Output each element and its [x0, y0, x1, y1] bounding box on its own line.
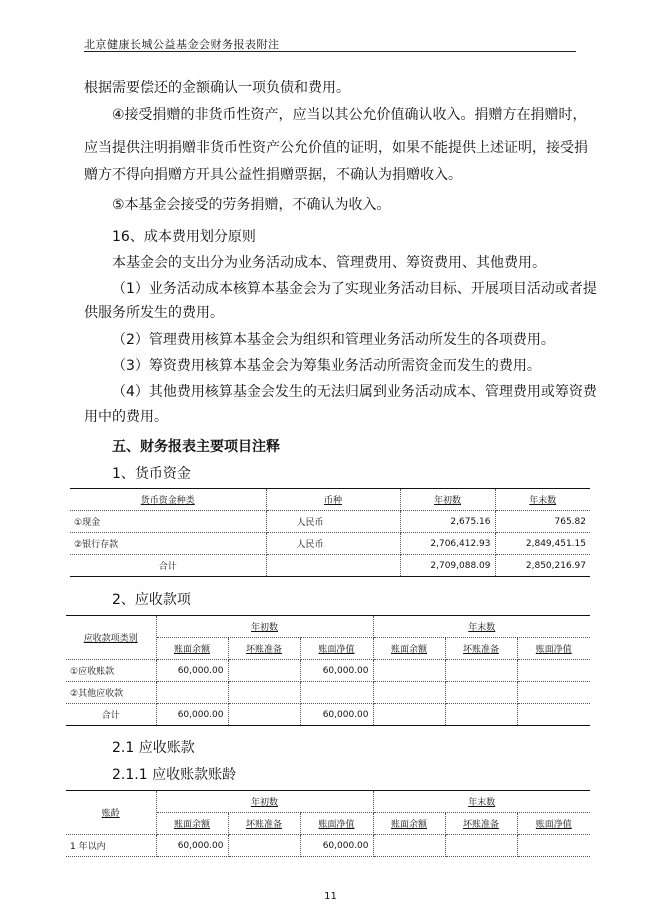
table-row	[66, 704, 590, 726]
table-row	[66, 660, 590, 682]
table-cell	[373, 682, 445, 704]
table-cell: ①现金	[70, 511, 266, 533]
paragraph-line: 本基金会的支出分为业务活动成本、管理费用、筹资费用、其他费用。	[112, 255, 546, 271]
table-cell: 60,000.00	[300, 704, 373, 726]
column-header: 账面余额	[373, 638, 445, 660]
cash-table	[70, 488, 590, 577]
table-cell	[445, 660, 517, 682]
page-header-title: 北京健康长城公益基金会财务报表附注	[84, 38, 280, 51]
paragraph-line: （3）筹资费用核算本基金会为筹集业务活动所需资金而发生的费用。	[112, 358, 541, 374]
table-cell	[266, 555, 400, 577]
paragraph-line: ⑤本基金会接受的劳务捐赠，不确认为收入。	[112, 197, 391, 213]
column-group-header: 年末数	[373, 791, 590, 813]
table-row	[70, 533, 590, 555]
table-cell	[373, 835, 445, 857]
table-row	[70, 555, 590, 577]
table-cell	[517, 704, 590, 726]
column-header: 账面余额	[156, 638, 228, 660]
table-cell: 60,000.00	[156, 660, 228, 682]
table-row	[66, 682, 590, 704]
column-header: 坏账准备	[445, 638, 517, 660]
column-header: 货币资金种类	[70, 489, 266, 511]
table-cell	[228, 835, 300, 857]
column-header: 坏账准备	[228, 813, 300, 835]
table-cell: 60,000.00	[300, 835, 373, 857]
table-cell: 60,000.00	[300, 660, 373, 682]
column-header: 币种	[266, 489, 400, 511]
table-cell: 合计	[66, 704, 156, 726]
table-cell: 2,850,216.97	[495, 555, 590, 577]
table-cell: 合计	[70, 555, 266, 577]
column-header: 账面余额	[373, 813, 445, 835]
column-header: 账面余额	[156, 813, 228, 835]
table-cell	[445, 682, 517, 704]
table-cell	[373, 660, 445, 682]
paragraph-line: （1）业务活动成本核算本基金会为了实现业务活动目标、开展项目活动或者提	[112, 281, 597, 297]
paragraph-line: 赠方不得向捐赠方开具公益性捐赠票据，不确认为捐赠收入。	[84, 167, 462, 183]
table-cell	[300, 682, 373, 704]
table-cell	[228, 682, 300, 704]
column-header: 账面净值	[300, 638, 373, 660]
section-subheading: 16、成本费用划分原则	[112, 229, 256, 245]
paragraph-line: 供服务所发生的费用。	[84, 305, 224, 321]
table-cell: ②银行存款	[70, 533, 266, 555]
table-cell: ①应收账款	[66, 660, 156, 682]
table-title: 2、应收款项	[112, 592, 191, 608]
column-header: 账面净值	[517, 638, 590, 660]
table-cell: 2,709,088.09	[400, 555, 495, 577]
column-header: 坏账准备	[228, 638, 300, 660]
table-row	[66, 835, 590, 857]
table-cell	[228, 704, 300, 726]
section-heading: 五、财务报表主要项目注释	[112, 439, 280, 455]
subsection-title: 2.1 应收账款	[112, 740, 195, 756]
table-cell: 人民币	[266, 511, 400, 533]
table-cell	[156, 682, 228, 704]
table-cell	[517, 682, 590, 704]
paragraph-line: ④接受捐赠的非货币性资产，应当以其公允价值确认收入。捐赠方在捐赠时，	[112, 107, 587, 123]
column-header: 账面净值	[300, 813, 373, 835]
table-cell: 765.82	[495, 511, 590, 533]
table-cell	[445, 704, 517, 726]
column-group-header: 年末数	[373, 616, 590, 638]
table-cell: 1 年以内	[66, 835, 156, 857]
header-divider	[84, 51, 576, 52]
paragraph-line: 应当提供注明捐赠非货币性资产公允价值的证明，如果不能提供上述证明，接受捐	[84, 140, 588, 156]
table-cell: 2,849,451.15	[495, 533, 590, 555]
table-title: 2.1.1 应收账款账龄	[112, 767, 237, 783]
column-header: 坏账准备	[445, 813, 517, 835]
table-cell: 60,000.00	[156, 835, 228, 857]
table-cell	[517, 835, 590, 857]
table-cell: 人民币	[266, 533, 400, 555]
receivables-table	[66, 615, 590, 726]
column-header: 账龄	[66, 791, 156, 835]
table-cell: ②其他应收款	[66, 682, 156, 704]
table-cell	[373, 704, 445, 726]
table-title: 1、货币资金	[112, 466, 191, 482]
paragraph-line: （4）其他费用核算基金会发生的无法归属到业务活动成本、管理费用或筹资费	[112, 384, 597, 400]
table-cell: 2,675.16	[400, 511, 495, 533]
aging-table	[66, 790, 590, 857]
column-header: 应收款项类别	[66, 616, 156, 660]
page-number: 11	[324, 891, 337, 902]
column-header: 年末数	[495, 489, 590, 511]
column-header: 账面净值	[517, 813, 590, 835]
paragraph-line: （2）管理费用核算本基金会为组织和管理业务活动所发生的各项费用。	[112, 332, 555, 348]
paragraph-line: 根据需要偿还的金额确认一项负债和费用。	[84, 80, 350, 96]
column-group-header: 年初数	[156, 616, 373, 638]
column-header: 年初数	[400, 489, 495, 511]
table-cell: 60,000.00	[156, 704, 228, 726]
column-group-header: 年初数	[156, 791, 373, 813]
paragraph-line: 用中的费用。	[84, 409, 168, 425]
table-cell	[445, 835, 517, 857]
table-cell	[517, 660, 590, 682]
table-row	[70, 511, 590, 533]
table-cell: 2,706,412.93	[400, 533, 495, 555]
table-cell	[228, 660, 300, 682]
